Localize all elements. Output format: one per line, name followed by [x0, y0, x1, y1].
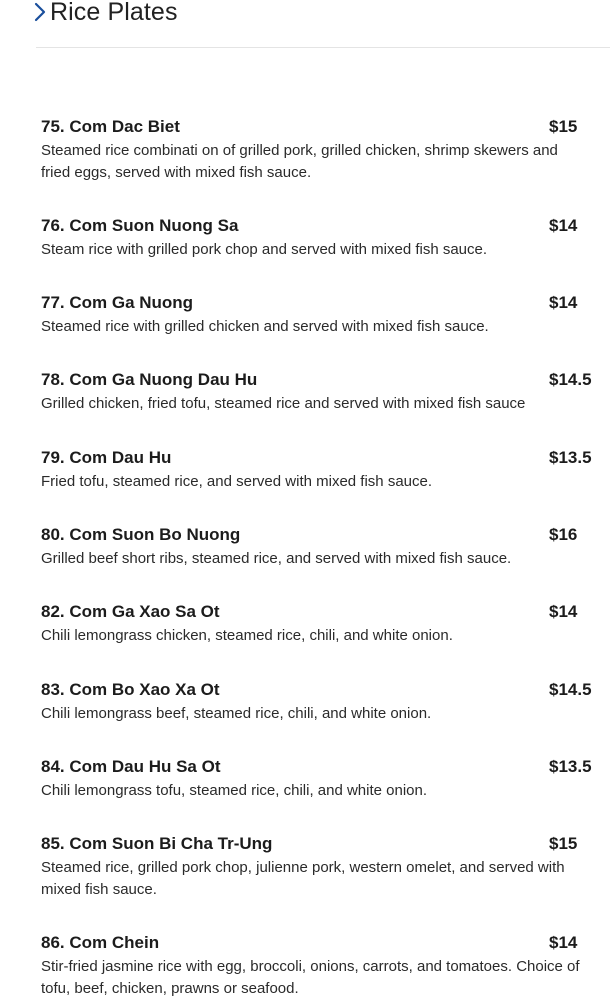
menu-item[interactable]: [41, 602, 593, 647]
menu-item[interactable]: [41, 680, 593, 725]
menu-item-description: Steam rice with grilled pork chop and served with mixed fish sauce.: [41, 241, 488, 258]
menu-item-price: $14: [549, 602, 578, 621]
menu-item-name: 79. Com Dau Hu: [41, 448, 172, 467]
menu-item-name: 84. Com Dau Hu Sa Ot: [41, 757, 221, 776]
menu-item-description: Chili lemongrass beef, steamed rice, chili, and white onion.: [41, 705, 432, 722]
menu-item-price: $14.5: [549, 680, 592, 699]
menu-item-name: 77. Com Ga Nuong: [41, 293, 194, 312]
menu-item[interactable]: [41, 933, 593, 1000]
section-header-rice-plates[interactable]: [33, 0, 178, 29]
menu-item-description: Steamed rice with grilled chicken and served with mixed fish sauce.: [41, 318, 489, 335]
menu-item[interactable]: [41, 117, 593, 184]
menu-item[interactable]: [41, 216, 593, 261]
menu-item-name: 83. Com Bo Xao Xa Ot: [41, 680, 220, 699]
menu-item-description: Steamed rice combinati on of grilled pork, grilled chicken, shrimp skewers and fried eggs, served with mixed fish sauce.: [41, 142, 558, 181]
menu-item[interactable]: [41, 757, 593, 802]
menu-item-name: 86. Com Chein: [41, 933, 160, 952]
menu-item-description: Fried tofu, steamed rice, and served with mixed fish sauce.: [41, 473, 433, 490]
section-divider: [36, 47, 610, 48]
menu-item-price: $14.5: [549, 370, 592, 389]
menu-item-name: 80. Com Suon Bo Nuong: [41, 525, 241, 544]
chevron-right-icon: [33, 1, 47, 23]
menu-item[interactable]: [41, 293, 593, 338]
menu-item-price: $14: [549, 216, 578, 235]
menu-item-name: 78. Com Ga Nuong Dau Hu: [41, 370, 258, 389]
menu-item[interactable]: [41, 834, 593, 901]
menu-item-price: $13.5: [549, 757, 592, 776]
menu-item-price: $15: [549, 117, 578, 136]
menu-item-price: $15: [549, 834, 578, 853]
menu-item-description: Grilled beef short ribs, steamed rice, and served with mixed fish sauce.: [41, 550, 512, 567]
menu-item-name: 85. Com Suon Bi Cha Tr-Ung: [41, 834, 273, 853]
menu-item[interactable]: [41, 525, 593, 570]
menu-item[interactable]: [41, 448, 593, 493]
menu-item-description: Grilled chicken, fried tofu, steamed rice and served with mixed fish sauce: [41, 395, 526, 412]
menu-item-description: Steamed rice, grilled pork chop, julienne pork, western omelet, and served with mixed fish sauce.: [41, 859, 565, 898]
menu-item-price: $14: [549, 293, 578, 312]
menu-item-name: 76. Com Suon Nuong Sa: [41, 216, 239, 235]
menu-item-name: 75. Com Dac Biet: [41, 117, 180, 136]
menu-item-price: $16: [549, 525, 578, 544]
menu-item-price: $14: [549, 933, 578, 952]
menu-item-description: Stir-fried jasmine rice with egg, broccoli, onions, carrots, and tomatoes. Choice of tofu, beef, chicken, prawns or seafood.: [41, 958, 580, 997]
section-title: Rice Plates: [50, 0, 178, 26]
menu-item-description: Chili lemongrass tofu, steamed rice, chili, and white onion.: [41, 782, 428, 799]
menu-item-description: Chili lemongrass chicken, steamed rice, chili, and white onion.: [41, 627, 453, 644]
menu-item-name: 82. Com Ga Xao Sa Ot: [41, 602, 220, 621]
menu-item[interactable]: [41, 370, 593, 415]
menu-item-price: $13.5: [549, 448, 592, 467]
